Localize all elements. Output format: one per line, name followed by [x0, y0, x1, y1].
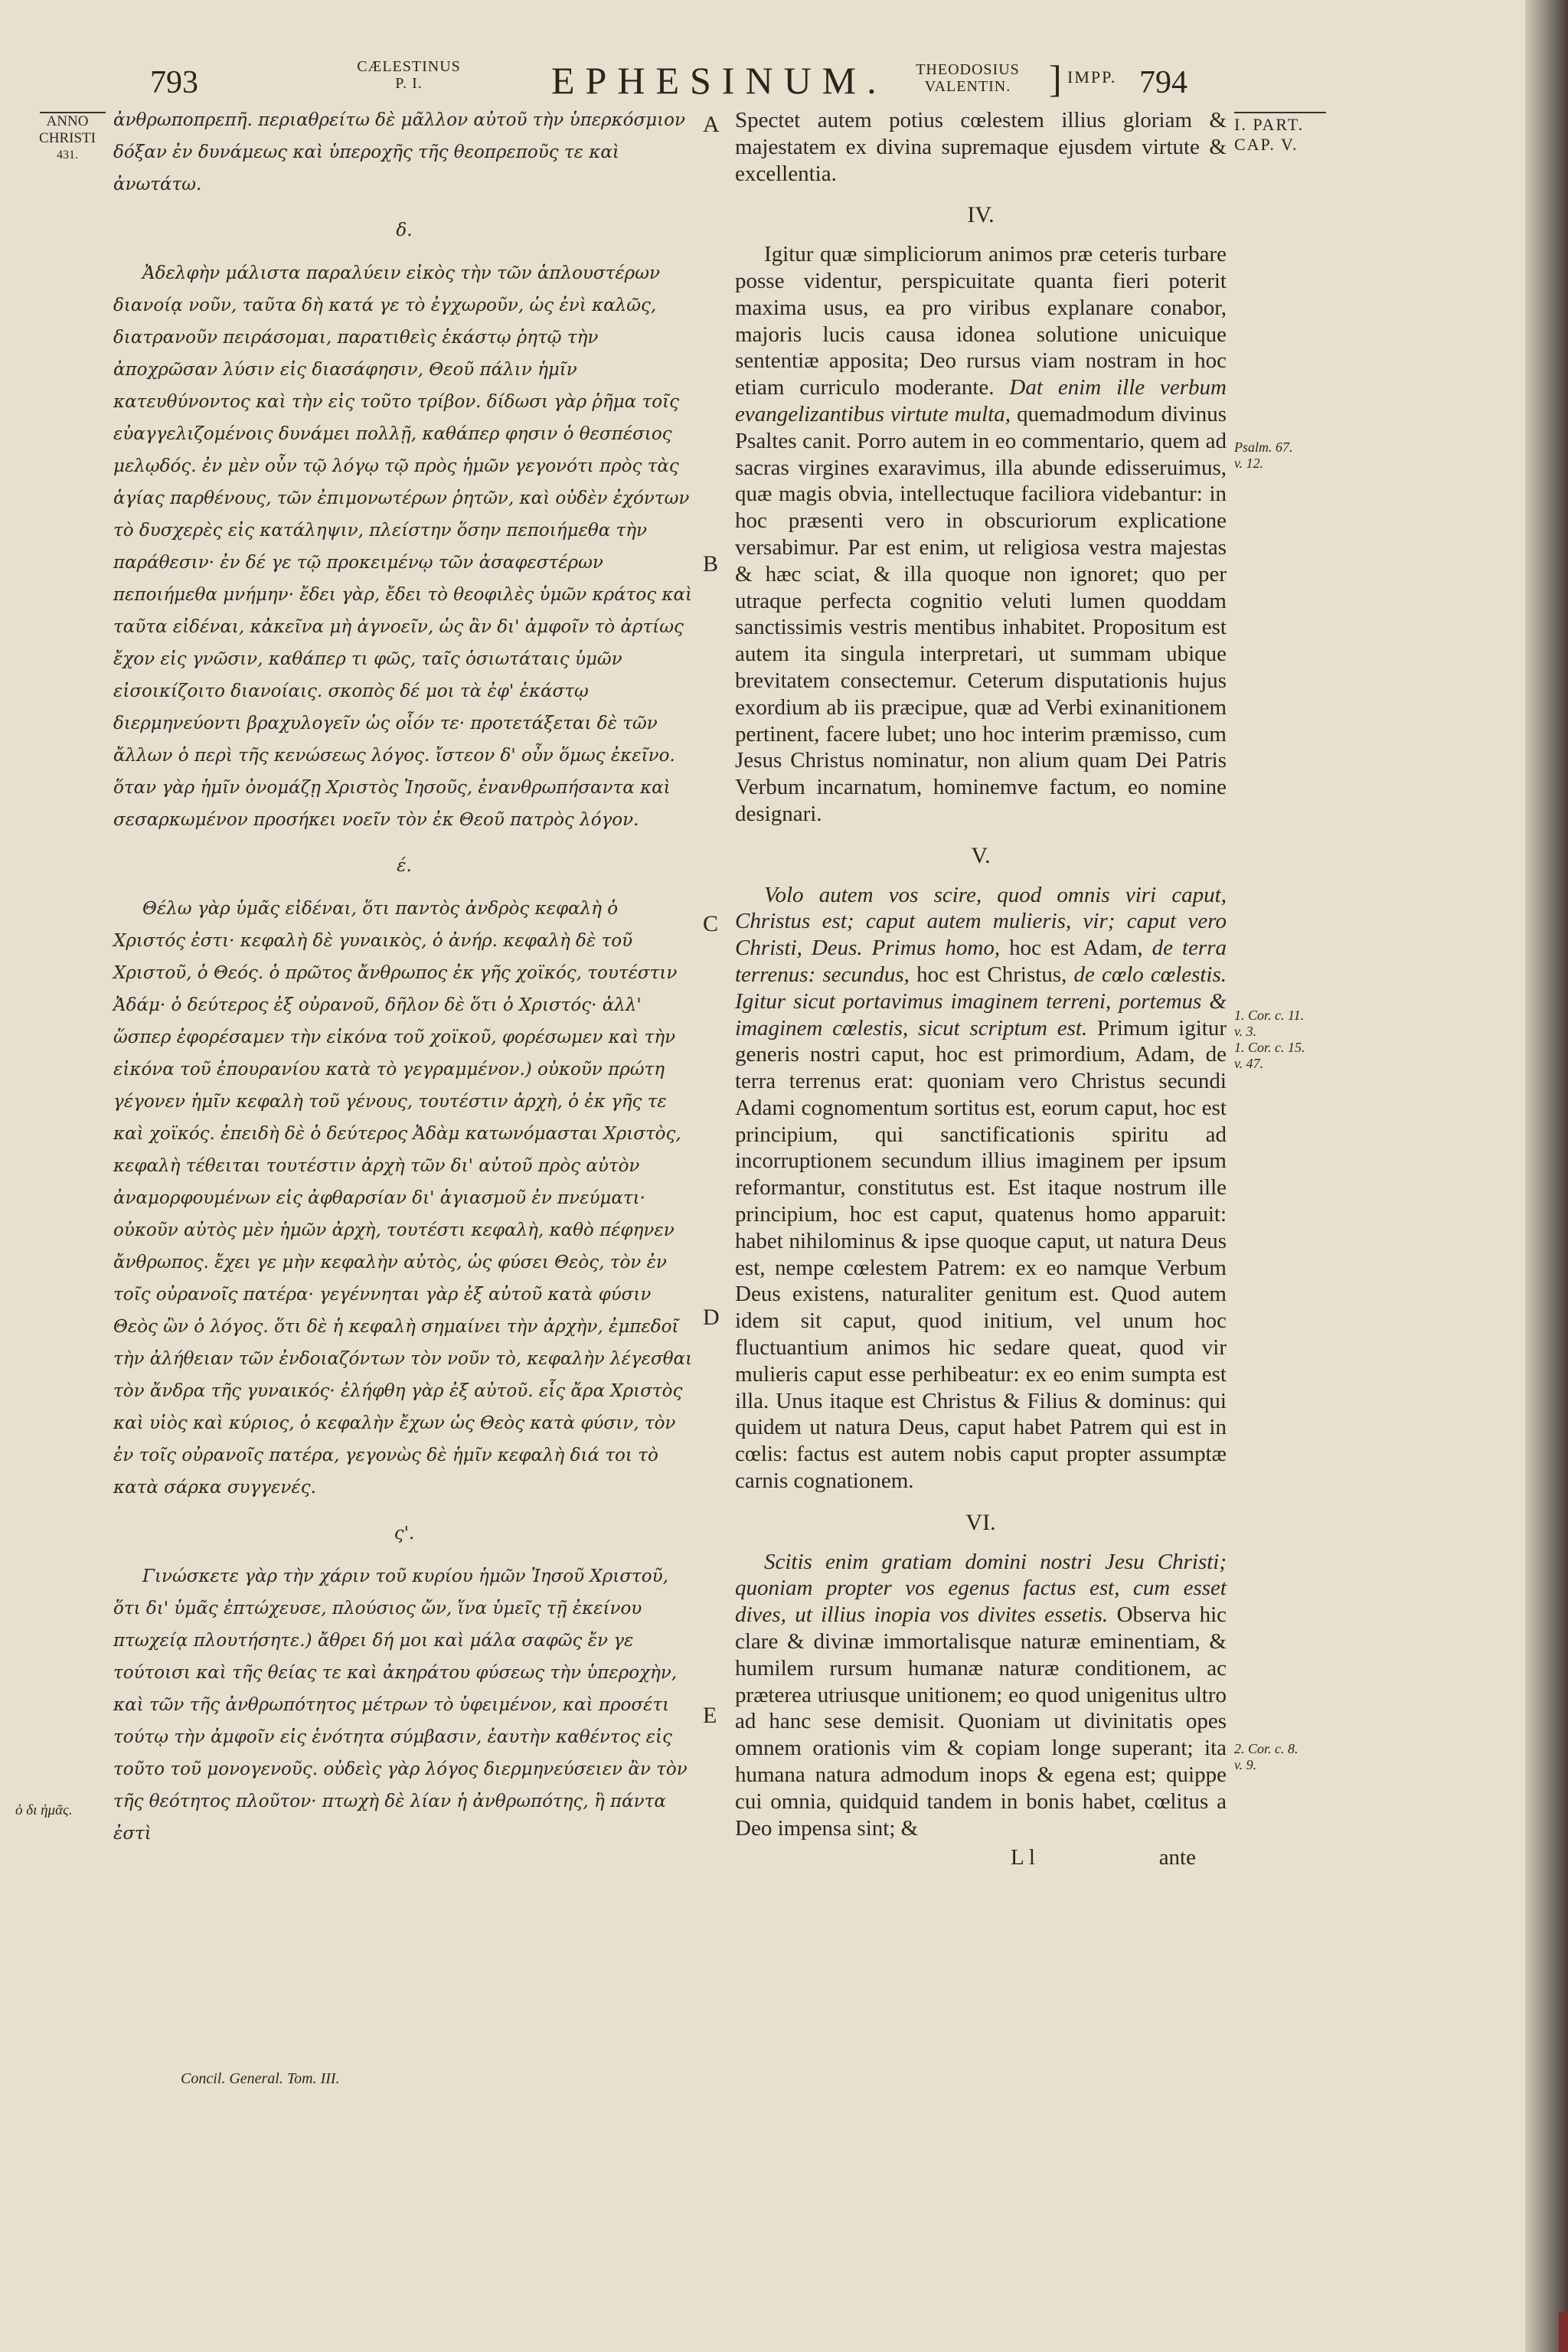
section-letter-a: A [703, 112, 720, 137]
margin-part-1: I. PART. [1234, 115, 1305, 134]
latin-paragraph-4 [735, 241, 1227, 828]
greek-section-4: δ. [396, 220, 413, 240]
latin-section-5: V. [971, 842, 991, 868]
margin-ref-cor-5: 2. Cor. c. 8. [1234, 1741, 1298, 1756]
section-letter-e: E [703, 1703, 717, 1728]
section-letter-b: B [703, 551, 719, 577]
latin-p5-a: hoc est Adam, [1009, 936, 1143, 961]
latin-section-6: VI. [965, 1509, 996, 1535]
greek-section-5: έ. [397, 856, 412, 876]
greek-section-6: ς'. [394, 1524, 415, 1544]
latin-paragraph-5 [735, 882, 1227, 1494]
latin-p4-quote: Dat enim ille verbum evangelizantibus virtute multa, [735, 375, 1227, 426]
latin-p5-c: Primum igitur generis nostri caput, hoc est primordium, Adam, de terra terrenus erat: quoniam vero Christus secundi Adami cognomentum sortitus est, eorum caput, hoc est principium, qui sanctificationis spiritu ad incorruptionem secundum illius imaginem per ipsum reformantur, constitutus est. Est itaque nostrum ille principium, hoc est caput, quatenus homo apparuit: habet nihilominus & ipse quoque caput, ut natura Deus est, nempe cœlestem Patrem: ex eo namque Verbum Deus existens, naturaliter genitum est. Quod autem idem sit caput, quod initium, vel unum hoc fluctuantium animos hic sedare queat, quod vir mulieris caput esse perhibeatur: ex eo enim sumpta est illa. Unus itaque est Christus & Filius & dominus: qui quidem ut natura Deus, caput habet Patrem qui est in cœlis: factus est autem nobis caput propter assumptæ carnis cognationem. [735, 1015, 1227, 1494]
latin-p4-b: quemadmodum divinus Psaltes canit. Porro autem in eo commentario, quem ad sacras virgines exaravimus, illa abunde edisseruimus, quæ magis obvia, intellectuque faciliora videbantur: in hoc præsenti vero in obscuriorum explicatione versabimur. Par est enim, ut religiosa vestra majestas & hæc sciat, & illa quoque non ignoret; quo per utraque perfecta cognitio veluti lumen quoddam sanctissimis vestris mentibus inhabitet. Propositum est autem ita singula interpretari, ut summam ubique brevitatem consectemur. Ceterum disputationis hujus exordium ab iis præcipue, quæ ad Verbi exinanitionem pertinent, facere lubet; uno hoc interim præmisso, cum Jesus Christus nominatur, non alium quam Dei Patris Verbum incarnatum, hominemve factum, eo nomine designari. [735, 401, 1227, 826]
margin-ref-cor-4: v. 47. [1234, 1056, 1264, 1071]
margin-ref-cor-3: 1. Cor. c. 15. [1234, 1040, 1305, 1055]
header-right-bottom: VALENTIN. [924, 78, 1011, 95]
latin-p5-quote2: de terra terrenus: secundus, [735, 936, 1227, 987]
page-number-left: 793 [150, 65, 198, 100]
latin-catchline [735, 1841, 1227, 1871]
section-letter-c: C [703, 911, 719, 936]
margin-part-2: CAP. V. [1234, 135, 1298, 154]
margin-anno-3: 431. [57, 149, 78, 162]
greek-paragraph-5: Θέλω γὰρ ὑμᾶς εἰδέναι, ὅτι παντὸς ἀνδρὸς κεφαλὴ ὁ Χριστός ἐστι· κεφαλὴ δὲ γυναικὸς, ὁ ἀνήρ. κεφαλὴ δὲ τοῦ Χριστοῦ, ὁ Θεός. ὁ πρῶτος ἄνθρωπος ἐκ γῆς χοϊκός, τουτέστιν Ἀδάμ· ὁ δεύτερος ἐξ οὐρανοῦ, δῆλον δὲ ὅτι ὁ Χριστός· ἀλλ' ὥσπερ ἐφορέσαμεν τὴν εἰκόνα τοῦ χοϊκοῦ, φορέσωμεν καὶ τὴν εἰκόνα τοῦ ἐπουρανίου κατὰ τὸ γεγραμμένον.) οὐκοῦν πρώτη γέγονεν ἡμῖν κεφαλὴ τοῦ γένους, τουτέστιν ἀρχὴ, ὁ ἐκ γῆς τε καὶ χοϊκός. ἐπειδὴ δὲ ὁ δεύτερος Ἀδὰμ κατωνόμασται Χριστὸς, κεφαλὴ τέθειται τουτέστιν ἀρχὴ τῶν δι' αὐτοῦ πρὸς αὐτὸν ἀναμορφουμένων εἰς ἀφθαρσίαν δι' ἁγιασμοῦ ἐν πνεύματι· οὐκοῦν αὐτὸς μὲν ἡμῶν ἀρχὴ, τουτέστι κεφαλὴ, καθὸ πέφηνεν ἄνθρωπος. ἔχει γε μὴν κεφαλὴν αὐτὸς, ὡς φύσει Θεὸς, τὸν ἐν τοῖς οὐρανοῖς πατέρα· γεγέννηται γὰρ ἐξ αὐτοῦ κατὰ φύσιν Θεὸς ὢν ὁ λόγος. ὅτι δὲ ἡ κεφαλὴ σημαίνει τὴν ἀρχὴν, ἐμπεδοῖ τὴν ἀλήθειαν τῶν ἐνδοιαζόντων τὸν νοῦν τὸ, κεφαλὴν λέγεσθαι τὸν ἄνδρα τῆς γυναικός· ἐλήφθη γὰρ ἐξ αὐτοῦ. εἷς ἄρα Χριστὸς καὶ υἱὸς καὶ κύριος, ὁ κεφαλὴν ἔχων ὡς Θεὸς κατὰ φύσιν, τὸν ἐν τοῖς οὐρανοῖς πατέρα, γεγονὼς δὲ ἡμῖν κεφαλὴ διά τοι τὸ κατὰ σάρκα συγγενές. [113, 899, 693, 1498]
header-right-label [891, 61, 1044, 95]
running-title: EPHESINUM. [551, 59, 887, 102]
latin-paragraph-6 [735, 1549, 1227, 1842]
book-cover-edge [1559, 2312, 1568, 2352]
page-number-right: 794 [1139, 65, 1187, 100]
latin-intro: Spectet autem potius cœlestem illius gloriam & majestatem ex divina supremaque ejusdem virtute & excellentia. [735, 108, 1227, 186]
section-letter-d: D [703, 1305, 720, 1330]
margin-ref-cor-2: v. 3. [1234, 1024, 1257, 1039]
header-left-top: CÆLESTINUS [357, 58, 461, 75]
margin-ref-psalm-2: v. 12. [1234, 456, 1264, 471]
margin-ref-psalm-1: Psalm. 67. [1234, 439, 1293, 455]
header-left-bottom: P. I. [395, 75, 423, 92]
margin-ref-cor-6: v. 9. [1234, 1757, 1257, 1772]
latin-section-4: IV. [967, 202, 995, 228]
latin-p5-quote3: de cœlo cœlestis. Igitur sicut portavimus imaginem terreni, portemus & imaginem cœlestis, sicut scriptum est. [735, 962, 1227, 1040]
margin-anno [29, 113, 106, 164]
margin-greek-note: ὁ δι ἡμᾶς. [15, 1802, 73, 1818]
greek-intro: ἀνθρωποπρεπῆ. περιαθρείτω δὲ μᾶλλον αὐτοῦ τὴν ὑπερκόσμιον δόξαν ἐν δυνάμεως καὶ ὑπεροχῆς τῆς θεοπρεποῦς τε καὶ ἀνωτάτω. [113, 110, 685, 194]
margin-anno-1: ANNO [46, 113, 89, 129]
greek-paragraph-6: Γινώσκετε γὰρ τὴν χάριν τοῦ κυρίου ἡμῶν Ἰησοῦ Χριστοῦ, ὅτι δι' ὑμᾶς ἐπτώχευσε, πλούσιος ὤν, ἵνα ὑμεῖς τῇ ἐκείνου πτωχείᾳ πλουτήσητε.) ἄθρει δή μοι καὶ μάλα σαφῶς ἔν γε τούτοισι καὶ τῆς θείας τε καὶ ἀκηράτου φύσεως τὴν ὑπεροχὴν, καὶ τῶν τῆς ἀνθρωπότητος μέτρων τὸ ὑφειμένον, καὶ προσέτι τούτῳ τὴν ἀμφοῖν εἰς ἑνότητα σύμβασιν, ἑαυτὴν καθέντος εἰς τοῦτο τοῦ μονογενοῦς. οὐδεὶς γὰρ λόγος διερμηνεύσειεν ἂν τὸν τῆς θεότητος πλοῦτον· πτωχὴ δὲ λίαν ἡ ἀνθρωπότης, ἣ πάντα ἐστὶ [113, 1566, 688, 1844]
margin-ref-cor-1: 1. Cor. c. 11. [1234, 1008, 1305, 1023]
header-right-top: THEODOSIUS [916, 61, 1020, 78]
margin-anno-2: CHRISTI [39, 130, 96, 146]
margin-ref-cor [1234, 1008, 1326, 1072]
greek-paragraph-4: Ἀδελφὴν μάλιστα παραλύειν εἰκὸς τὴν τῶν ἁπλουστέρων διανοίᾳ νοῦν, ταῦτα δὴ κατά γε τὸ ἐγχωροῦν, ὡς ἐνὶ καλῶς, διατρανοῦν πειράσομαι, παρατιθεὶς ἑκάστῳ ῥητῷ τὴν ἀποχρῶσαν λύσιν εἰς διασάφησιν, Θεοῦ πάλιν ἡμῖν κατευθύνοντος καὶ τὴν εἰς τοῦτο τρίβον. δίδωσι γὰρ ῥῆμα τοῖς εὐαγγελιζομένοις δυνάμει πολλῇ, καθάπερ φησιν ὁ θεσπέσιος μελῳδός. ἐν μὲν οὖν τῷ λόγῳ τῷ πρὸς ἡμῶν γεγονότι πρὸς τὰς ἁγίας παρθένους, τῶν ἐπιμονωτέρων ῥητῶν, καὶ οὐδὲν ἐχόντων τὸ δυσχερὲς εἰς κατάληψιν, πλείστην ὅσην πεποιήμεθα τὴν παράθεσιν· ἐν δέ γε τῷ προκειμένῳ τῶν ἀσαφεστέρων πεποιήμεθα μνήμην· ἔδει γὰρ, ἔδει τὸ θεοφιλὲς ὑμῶν κράτος καὶ ταῦτα εἰδέναι, κἀκεῖνα μὴ ἀγνοεῖν, ὡς ἂν δι' ἀμφοῖν τὸ ἀρτίως ἔχον εἰς γνῶσιν, καθάπερ τι φῶς, ταῖς ὁσιωτάταις ὑμῶν εἰσοικίζοιτο διανοίαις. σκοπὸς δέ μοι τὰ ἐφ' ἑκάστῳ διερμηνεύοντι βραχυλογεῖν ὡς οἷόν τε· προτετάξεται δὲ τῶν ἄλλων ὁ περὶ τῆς κενώσεως λόγος. ἴστεον δ' οὖν ὅμως ἐκεῖνο. ὅταν γὰρ ἡμῖν ὀνομάζῃ Χριστὸς Ἰησοῦς, ἐνανθρωπήσαντα καὶ σεσαρκωμένον προσήκει νοεῖν τὸν ἐκ Θεοῦ πατρὸς λόγον. [113, 263, 693, 830]
header-bracket: ] [1049, 57, 1062, 100]
page-edge [1525, 0, 1568, 2352]
margin-rule-right [1234, 112, 1326, 113]
latin-p5-quote: Volo autem vos scire, quod omnis viri caput, Christus est; caput autem mulieris, vir; caput vero Christi, Deus. Primus homo, [735, 882, 1227, 961]
signature-mark: L l [1011, 1845, 1035, 1870]
latin-p4-a: Igitur quæ simpliciorum animos præ ceteris turbare posse videntur, perspicuitate quanta fieri poterit maxima usus, ea pro viribus explanare conabor, majoris lucis causa idonea solutione unicuique sententiæ apposita; Deo rursus viam nostram in hoc etiam curriculo moderante. [735, 242, 1227, 400]
margin-part [1234, 115, 1304, 155]
latin-p6-quote: Scitis enim gratiam domini nostri Jesu Christi; quoniam propter vos egenus factus est, cum esset dives, ut illius inopia vos divites essetis. [735, 1549, 1227, 1628]
margin-ref-psalm [1234, 439, 1326, 472]
latin-column [735, 107, 1227, 1871]
footer-note: Concil. General. Tom. III. [181, 2070, 340, 2087]
latin-p6-a: Observa hic clare & divinæ immortalisque naturæ eminentiam, & humilem rursum humanæ naturæ conditionem, ac præterea utriusque unitionem; eo quod unigenitus ultro ad hanc sese demisit. Quoniam ut divinitatis opes omnem orationis vim & copiam longe superant; ita humana natura admodum inops & egena est; quippe cui omnia, quidquid tandem in bonis habet, cœlitus a Deo impensa sint; & [735, 1602, 1227, 1841]
greek-column [113, 104, 695, 1850]
margin-ref-cor-2nd [1234, 1741, 1326, 1773]
catchword: ante [1158, 1845, 1196, 1870]
margin-rule-left [40, 112, 106, 113]
latin-p5-b: hoc est Christus, [916, 962, 1067, 987]
header-left-label [325, 58, 493, 92]
header-impp: IMPP. [1067, 67, 1117, 87]
